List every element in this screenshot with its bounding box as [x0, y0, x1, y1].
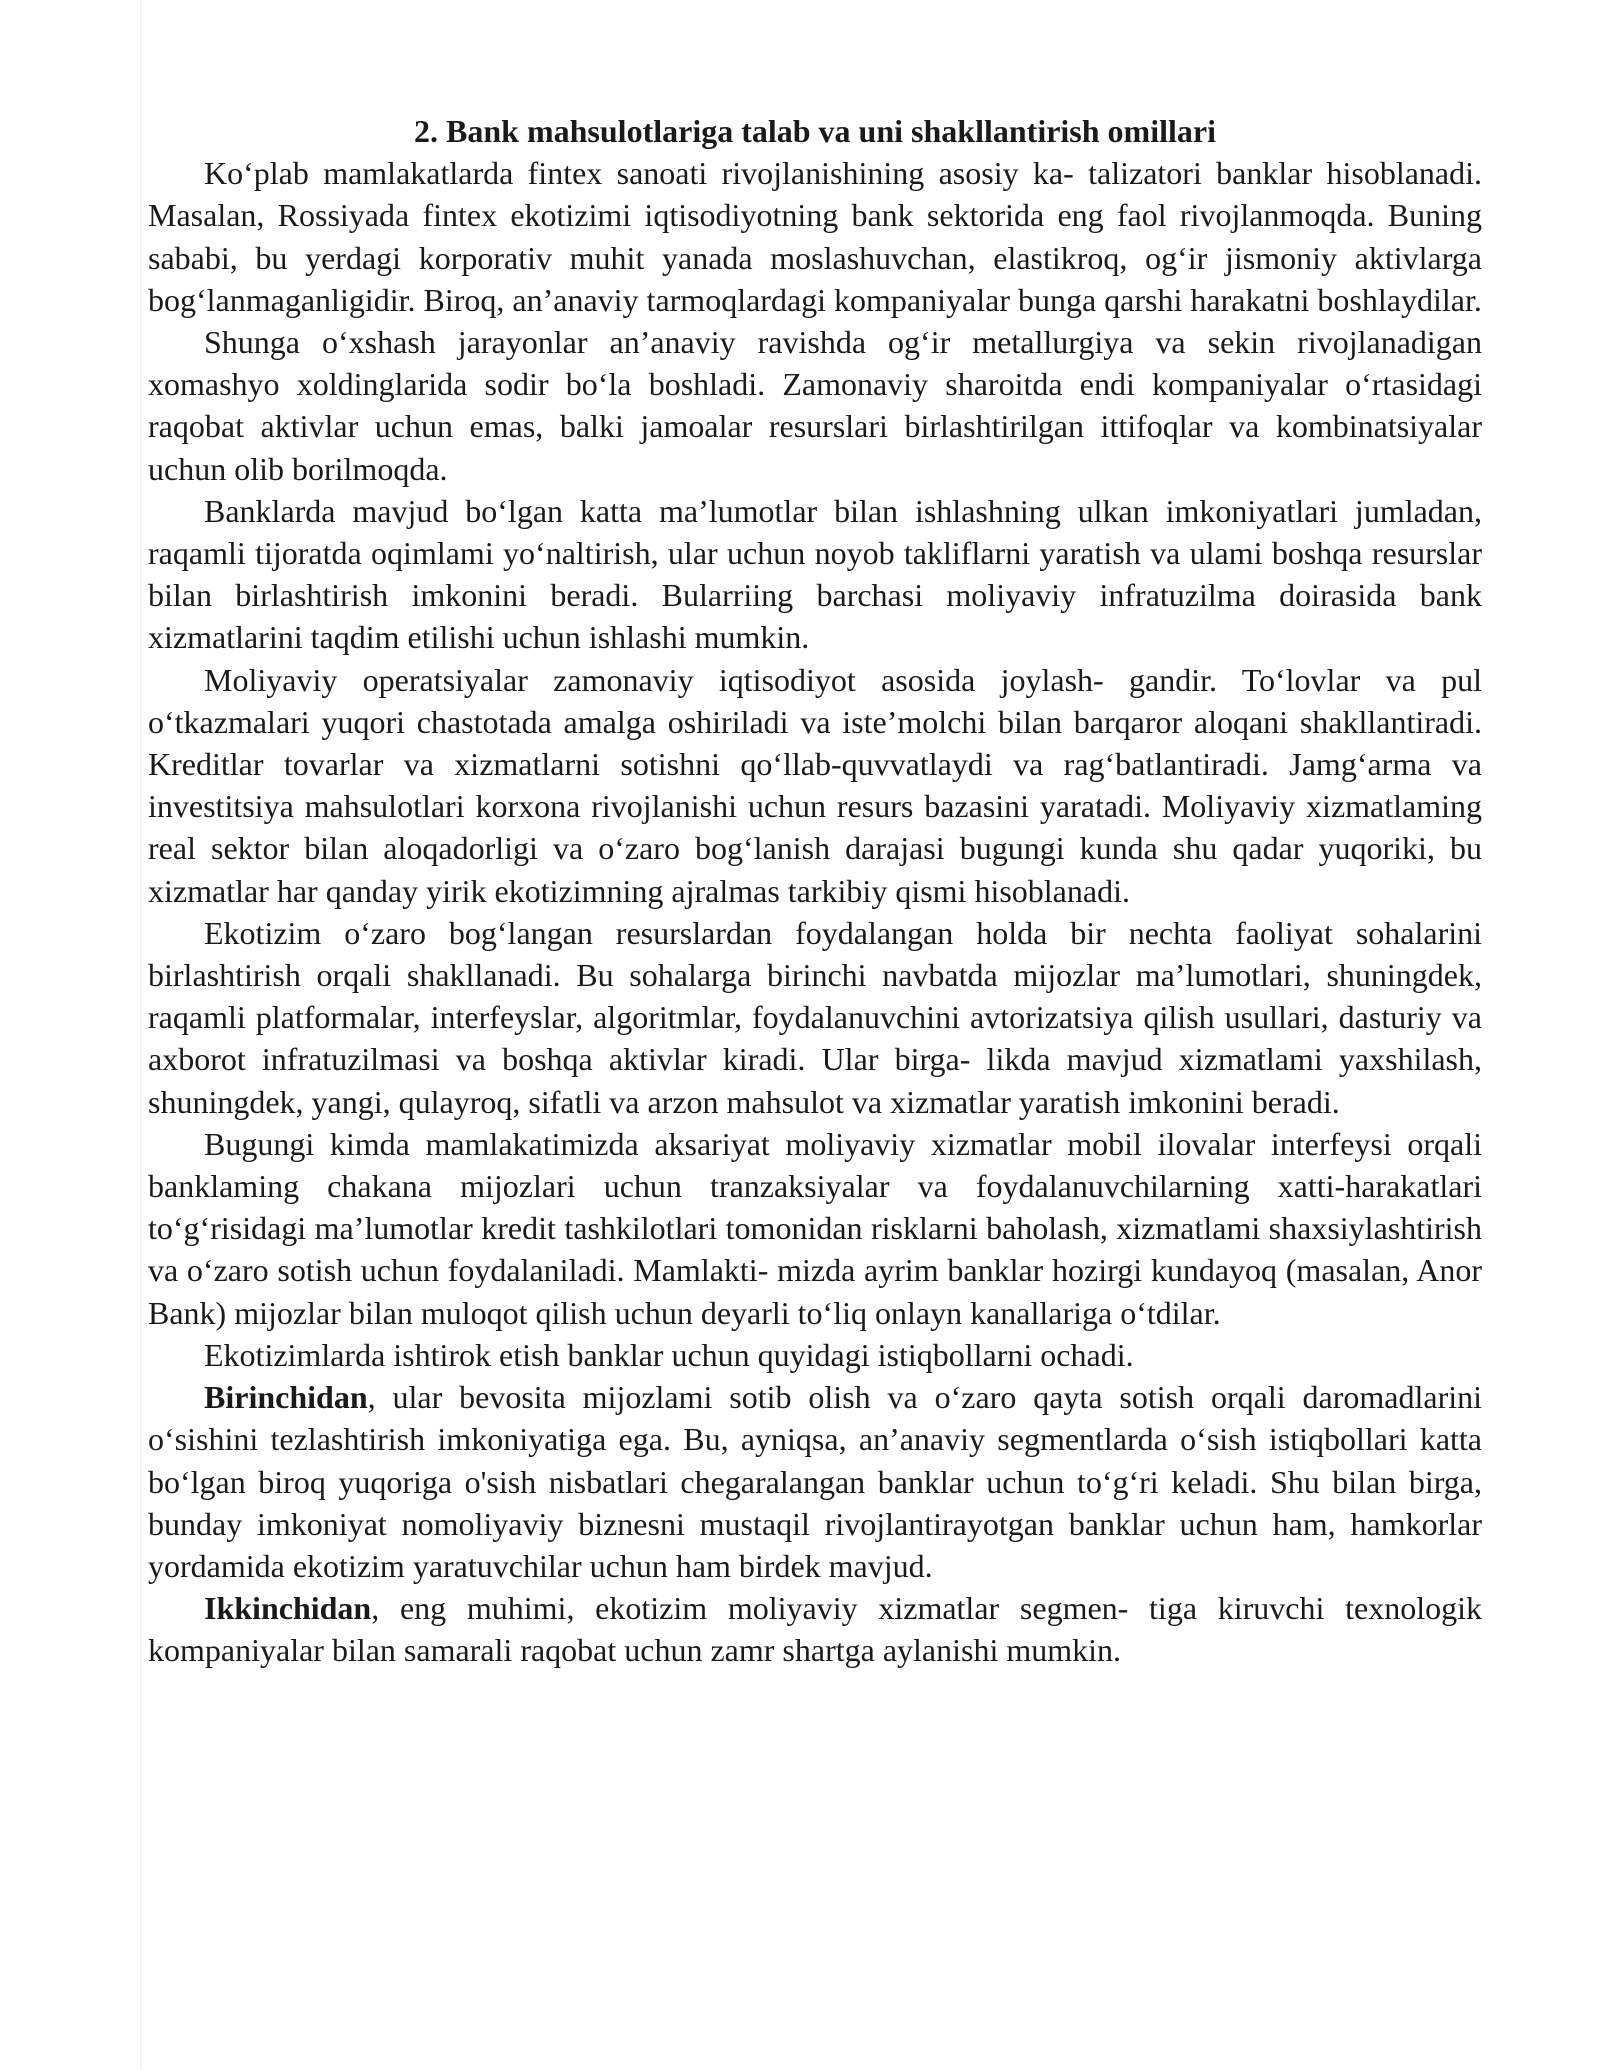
paragraph: [148, 1123, 1482, 1334]
paragraph: [148, 152, 1482, 321]
paragraph-text: Ekotizim o‘zaro bog‘langan resurslardan foydalangan holda bir nechta faoliyat sohalarini birlashtirish orqali shakllanadi. Bu sohalarga birinchi navbatda mijozlar ma’lumotlari, shuningdek, raqamli platformalar, interfeyslar, algoritmlar, foydalanuvchini avtorizatsiya qilish usullari, dasturiy va axborot infratuzilmasi va boshqa aktivlar kiradi. Ular birga- likda mavjud xizmatlami yaxshilash, shuningdek, yangi, qulayroq, sifatli va arzon mahsulot va xizmatlar yaratish imkonini beradi.: [148, 914, 1482, 1120]
paragraph-text: , ular bevosita mijozlami sotib olish va o‘zaro qayta sotish orqali daromadlarini o‘sishini tezlashtirish imkoniyatiga ega. Bu, ayniqsa, an’anaviy segmentlarda o‘sish istiqbollari katta bo‘lgan biroq yuqoriga o'sish nisbatlari chegaralangan banklar uchun to‘g‘ri keladi. Shu bilan birga, bunday imkoniyat nomoliyaviy biznesni mustaqil rivojlantirayotgan banklar uchun ham, hamkorlar yordamida ekotizim yaratuvchilar uchun ham birdek mavjud.: [148, 1379, 1482, 1584]
paragraph-text: Banklarda mavjud bo‘lgan katta ma’lumotlar bilan ishlashning ulkan imkoniyatlari jumladan, raqamli tijoratda oqimlami yo‘naltirish, ular uchun noyob takliflarni yaratish va ulami boshqa resurslar bilan birlashtirish imkonini beradi. Bularriing barchasi moliyaviy infratuzilma doirasida bank xizmatlarini taqdim etilishi uchun ishlashi mumkin.: [148, 492, 1482, 656]
paragraph-lead: Birinchidan: [204, 1379, 368, 1416]
paragraph-ikkinchidan: [148, 1587, 1482, 1671]
paragraph-birinchidan: [148, 1376, 1482, 1587]
paragraph-text: Shunga o‘xshash jarayonlar an’anaviy ravishda og‘ir metallurgiya va sekin rivojlanadigan xomashyo xoldinglarida sodir bo‘la boshladi. Zamonaviy sharoitda endi kompaniyalar o‘rtasidagi raqobat aktivlar uchun emas, balki jamoalar resurslari birlashtirilgan ittifoqlar va kombinatsiyalar uchun olib borilmoqda.: [148, 324, 1482, 487]
paragraph: [148, 659, 1482, 912]
paragraph-text: Bugungi kimda mamlakatimizda aksariyat moliyaviy xizmatlar mobil ilovalar interfeysi orqali banklaming chakana mijozlari uchun tranzaksiyalar va foydalanuvchilarning xatti-harakatlari to‘g‘risidagi ma’lumotlar kredit tashkilotlari tomonidan risklarni baholash, xizmatlami shaxsiylashtirish va o‘zaro sotish uchun foydalaniladi. Mamlakti- mizda ayrim banklar hozirgi kundayoq (masalan, Anor Bank) mijozlar bilan muloqot qilish uchun deyarli to‘liq onlayn kanallariga o‘tdilar.: [148, 1125, 1482, 1331]
paragraph-lead: Ikkinchidan: [204, 1590, 372, 1627]
page-edge-shadow: [140, 0, 142, 2070]
paragraph: [148, 912, 1482, 1123]
paragraph-text: , eng muhimi, ekotizim moliyaviy xizmatlar segmen- tiga kiruvchi texnologik kompaniyalar bilan samarali raqobat uchun zamr shartga aylanishi mumkin.: [148, 1590, 1482, 1669]
paragraph-text: Ko‘plab mamlakatlarda fintex sanoati rivojlanishining asosiy ka- talizatori banklar hisoblanadi. Masalan, Rossiyada fintex ekotizimi iqtisodiyotning bank sektorida eng faol rivojlanmoqda. Buning sababi, bu yerdagi korporativ muhit yanada moslashuvchan, elastikroq, og‘ir jismoniy aktivlarga bog‘lanmaganligidir. Biroq, an’anaviy tarmoqlardagi kompaniyalar bunga qarshi harakatni boshlaydilar.: [148, 155, 1482, 318]
paragraph-text: Ekotizimlarda ishtirok etish banklar uchun quyidagi istiqbollarni ochadi.: [204, 1336, 1134, 1373]
paragraph: [148, 321, 1482, 490]
section-title: 2. Bank mahsulotlariga talab va uni shakllantirish omillari: [414, 113, 1216, 149]
document-body: [148, 110, 1482, 1672]
paragraph: [148, 1334, 1482, 1376]
paragraph-text: Moliyaviy operatsiyalar zamonaviy iqtisodiyot asosida joylash- gandir. To‘lovlar va pul o‘tkazmalari yuqori chastotada amalga oshiriladi va iste’molchi bilan barqaror aloqani shakllantiradi. Kreditlar tovarlar va xizmatlarni sotishni qo‘llab-quvvatlaydi va rag‘batlantiradi. Jamg‘arma va investitsiya mahsulotlari korxona rivojlanishi uchun resurs bazasini yaratadi. Moliyaviy xizmatlaming real sektor bilan aloqadorligi va o‘zaro bog‘lanish darajasi bugungi kunda shu qadar yuqoriki, bu xizmatlar har qanday yirik ekotizimning ajralmas tarkibiy qismi hisoblanadi.: [148, 661, 1482, 909]
paragraph: [148, 490, 1482, 659]
